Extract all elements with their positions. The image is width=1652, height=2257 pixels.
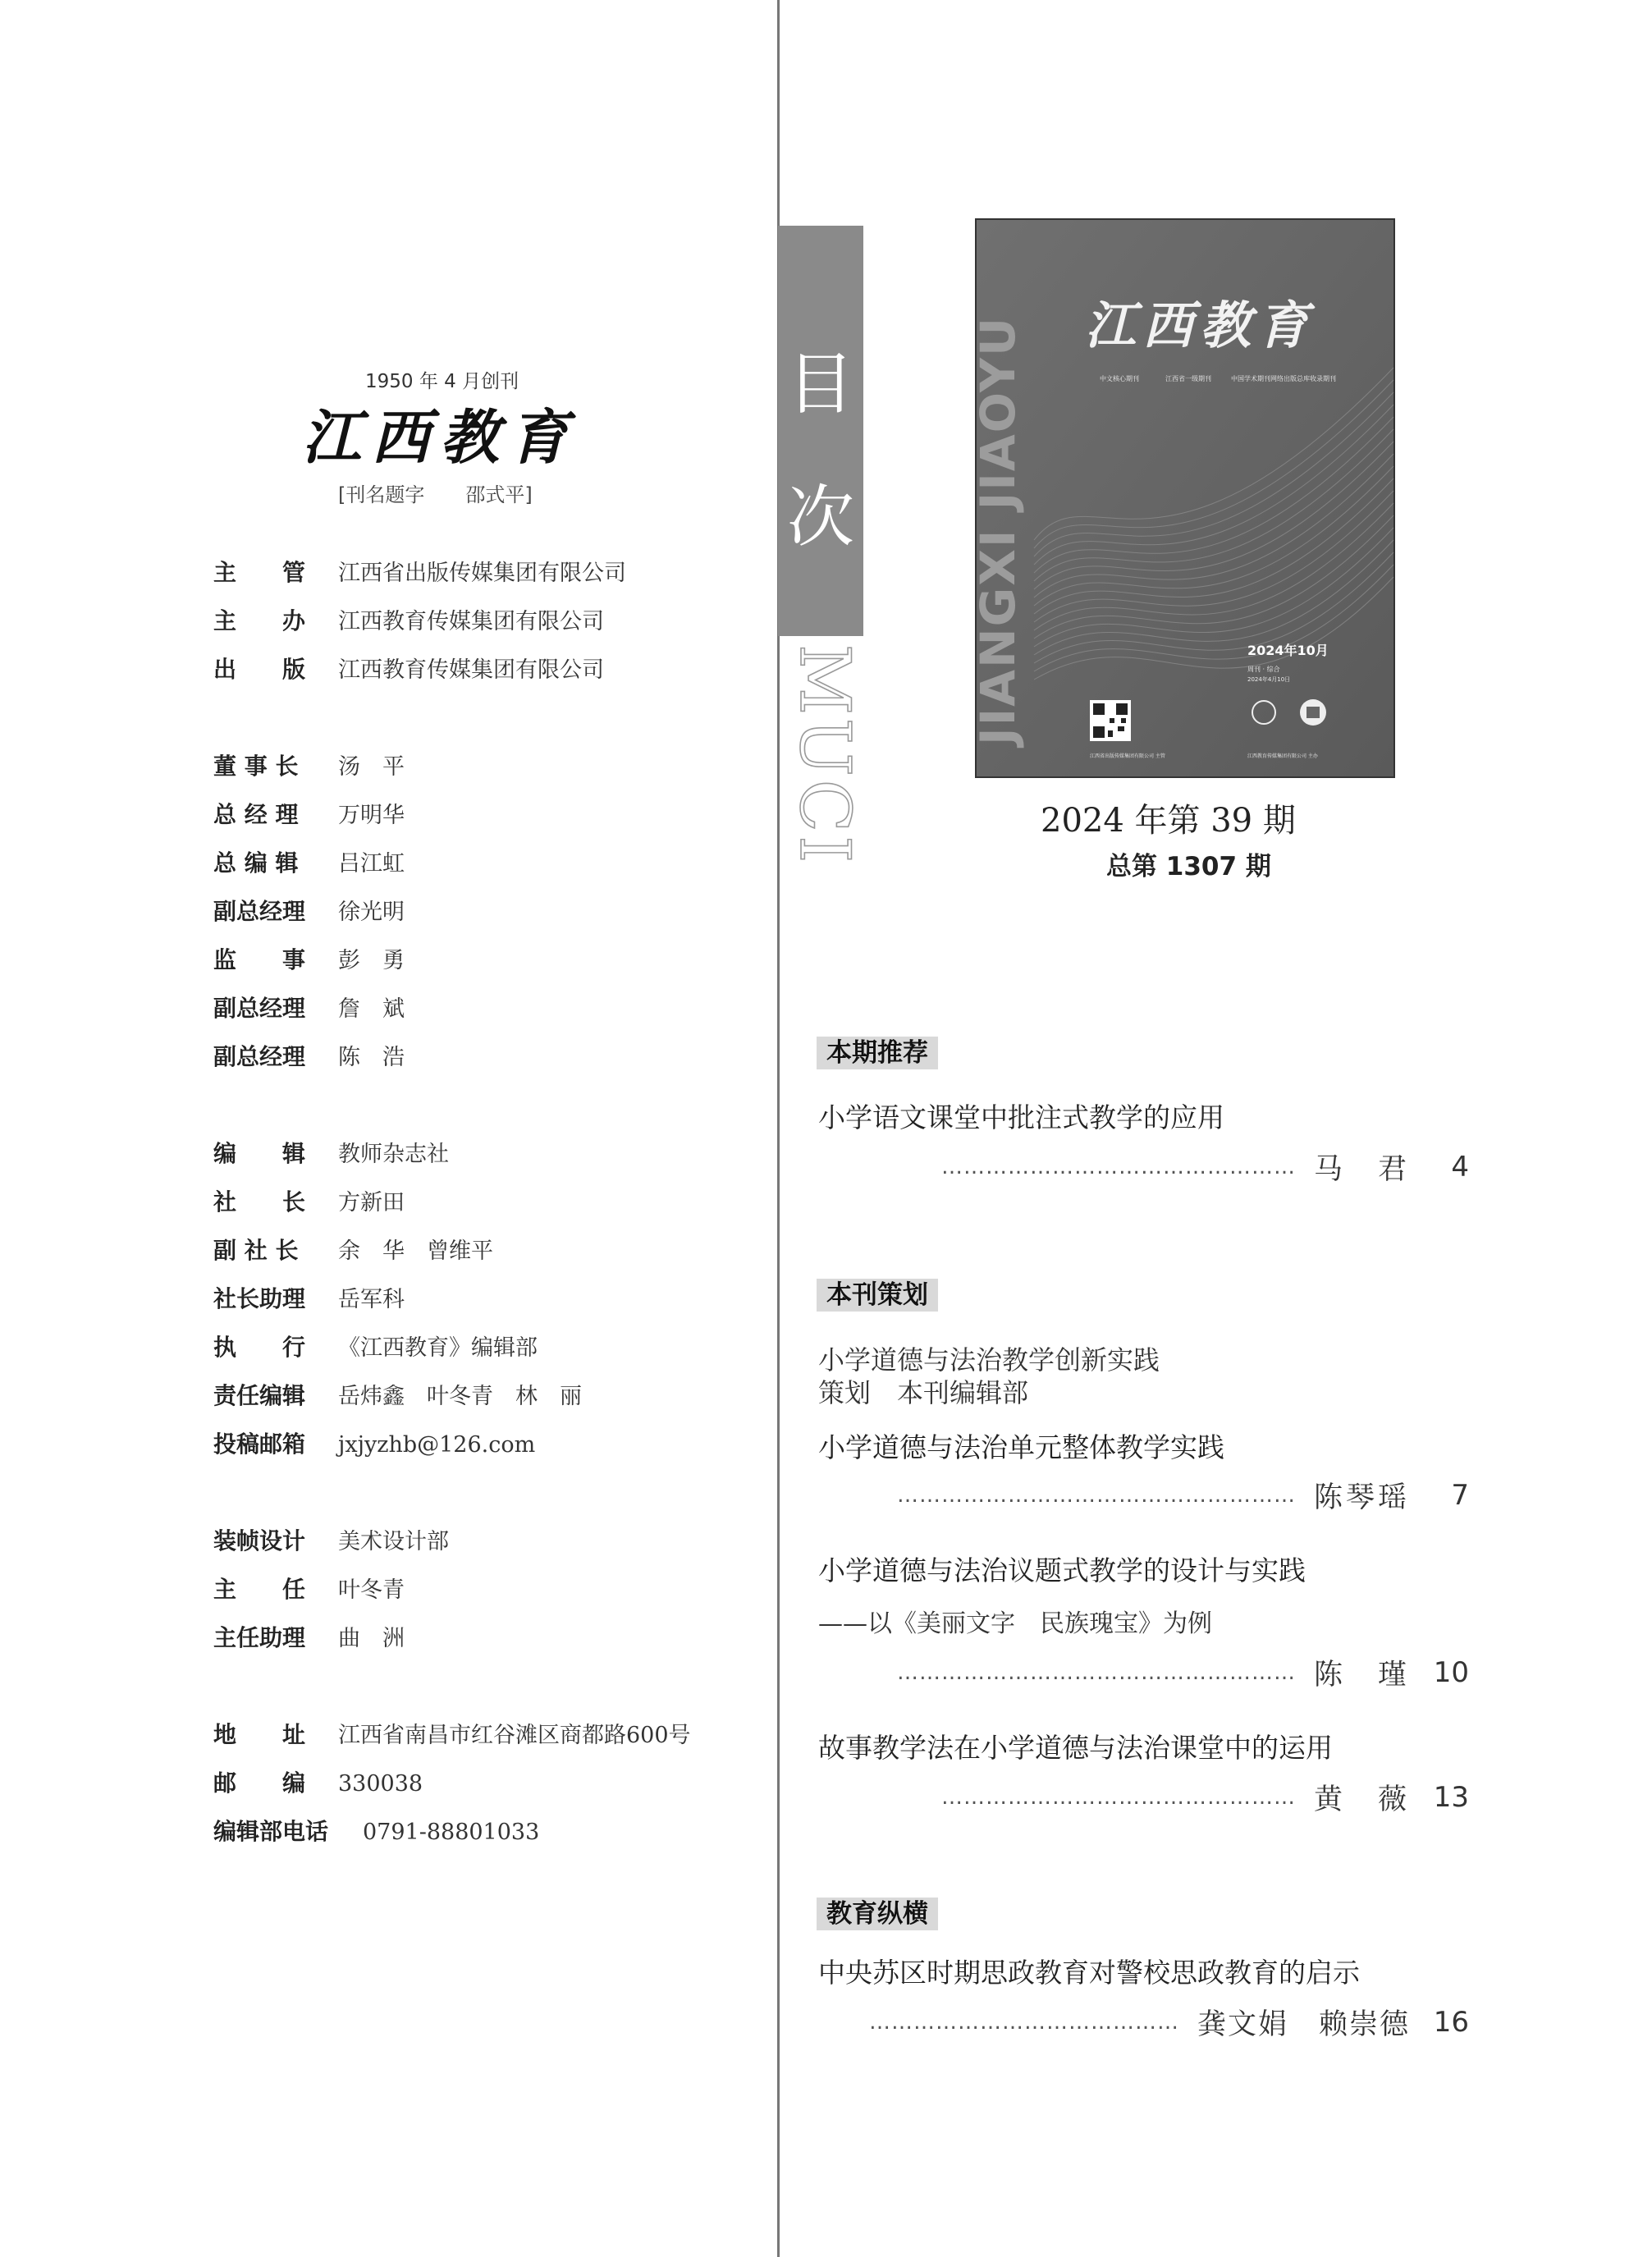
imprint-value: 0791-88801033: [363, 1820, 540, 1845]
imprint-row: [213, 1620, 691, 1669]
imprint-row: [213, 1136, 691, 1184]
imprint-label: 执 行: [213, 1334, 306, 1361]
issue-number: 2024 年第 39 期: [1041, 802, 1296, 840]
article-page[interactable]: 4: [1451, 1151, 1469, 1183]
imprint-label: 总 编 辑: [213, 849, 299, 877]
article-byline: [941, 1149, 1469, 1185]
imprint-label: 社 长: [213, 1188, 306, 1215]
imprint-value: 美术设计部: [338, 1529, 449, 1554]
founded-date: 1950 年 4 月创刊: [365, 371, 519, 392]
imprint-value: 曲 洲: [338, 1626, 405, 1651]
imprint-label: 编 辑: [213, 1140, 306, 1167]
imprint-row: [213, 991, 691, 1039]
imprint-value: 江西省出版传媒集团有限公司: [338, 561, 626, 586]
leader-dots: ……………………………………: [868, 2010, 1179, 2035]
imprint-row: [213, 797, 691, 845]
imprint-label: 社长助理: [213, 1285, 306, 1312]
imprint-gap: [213, 1087, 691, 1136]
imprint-row: [213, 845, 691, 894]
imprint-value: 叶冬青: [338, 1577, 405, 1603]
cover-spine-text: JIANGXI JIAOYU: [970, 315, 1026, 745]
imprint-value: 教师杂志社: [338, 1142, 449, 1167]
imprint-row: [213, 1378, 691, 1426]
muci-vertical-text: [778, 644, 863, 915]
imprint-gap: [213, 1475, 691, 1523]
imprint-label: 副总经理: [213, 898, 306, 925]
article-title[interactable]: 故事教学法在小学道德与法治课堂中的运用: [818, 1732, 1333, 1764]
imprint-row: [213, 1281, 691, 1330]
imprint-row: [213, 652, 691, 700]
imprint-label: 董 事 长: [213, 753, 299, 780]
cover-sub-2: 2024年4月10日: [1247, 676, 1291, 683]
imprint-label: 邮 编: [213, 1769, 306, 1797]
leader-dots: ………………………………………………: [896, 1660, 1296, 1685]
submission-email[interactable]: jxjyzhb@126.com: [338, 1432, 536, 1458]
inscription-author: 邵式平]: [465, 483, 533, 506]
imprint-label: 投稿邮箱: [213, 1431, 306, 1458]
section-label: 教育纵横: [817, 1898, 938, 1930]
imprint-row: [213, 1572, 691, 1620]
article-title[interactable]: 中央苏区时期思政教育对警校思政教育的启示: [818, 1957, 1360, 1989]
article-byline: [869, 2004, 1469, 2040]
article-author: 黄 薇: [1313, 1783, 1410, 1816]
article-author: 龚文娟 赖崇德: [1197, 2008, 1410, 2041]
imprint-label: 主 任: [213, 1576, 306, 1603]
logo-text: 江西教育: [302, 402, 579, 472]
article-subtitle: ——以《美丽文字 民族瑰宝》为例: [818, 1609, 1212, 1638]
imprint-gap: [213, 1669, 691, 1717]
cover-logo-text: 江西教育: [1085, 295, 1316, 355]
muci-text: MUCI: [785, 644, 865, 867]
imprint-value: 陈 浩: [338, 1045, 405, 1070]
magazine-logo-calligraphy: [302, 402, 579, 472]
imprint-row: [213, 1233, 691, 1281]
imprint-row: [213, 1523, 691, 1572]
leader-dots: …………………………………………: [940, 1155, 1296, 1179]
article-page[interactable]: 7: [1451, 1479, 1469, 1512]
cover-art: [970, 220, 1393, 776]
imprint-label: 责任编辑: [213, 1382, 306, 1409]
cover-date: 2024年10月: [1247, 643, 1329, 658]
leader-dots: …………………………………………: [940, 1785, 1296, 1810]
imprint-row: [213, 942, 691, 991]
imprint-value: 詹 斌: [338, 996, 405, 1022]
article-author: 陈琴瑶: [1313, 1481, 1410, 1514]
tab-char-ci: 次: [786, 478, 854, 556]
cover-badge-2: 江西省一级期刊: [1165, 375, 1211, 382]
imprint-row: [213, 1039, 691, 1087]
cover-publisher-right: 江西教育传媒集团有限公司 主办: [1247, 753, 1318, 759]
imprint-row: [213, 1765, 691, 1814]
imprint-label: 主任助理: [213, 1624, 306, 1651]
imprint-value: 岳炜鑫 叶冬青 林 丽: [338, 1384, 582, 1409]
tab-char-mu: 目: [786, 346, 854, 423]
imprint-value: 330038: [338, 1771, 423, 1797]
article-title[interactable]: 小学道德与法治议题式教学的设计与实践: [818, 1554, 1306, 1586]
imprint-row: [213, 603, 691, 652]
imprint-row: [213, 1814, 691, 1862]
imprint-label: 总 经 理: [213, 801, 299, 828]
article-byline: [897, 1655, 1469, 1691]
imprint-label: 主 管: [213, 559, 306, 586]
imprint-label: 出 版: [213, 656, 306, 683]
imprint-value: 余 华 曾维平: [338, 1238, 493, 1264]
imprint-row: [213, 1717, 691, 1765]
imprint-row: [213, 894, 691, 942]
cover-image: [970, 218, 1395, 778]
imprint-value: 吕江虹: [338, 851, 405, 877]
article-page[interactable]: 13: [1433, 1781, 1469, 1814]
imprint-gap: [213, 700, 691, 749]
feature-planner: 策划 本刊编辑部: [818, 1377, 1029, 1408]
total-issue-number: 总第 1307 期: [1106, 852, 1271, 881]
cover-sub-1: 周刊 · 综合: [1247, 666, 1280, 673]
article-byline: [897, 1477, 1469, 1513]
article-author: 陈 瑾: [1313, 1659, 1410, 1692]
imprint-value: 汤 平: [338, 754, 405, 780]
imprint-label: 副总经理: [213, 995, 306, 1022]
article-title[interactable]: 小学语文课堂中批注式教学的应用: [818, 1101, 1224, 1133]
imprint-label: 主 办: [213, 607, 306, 634]
imprint-value: 江西教育传媒集团有限公司: [338, 657, 604, 683]
imprint-value: 徐光明: [338, 900, 405, 925]
qr-code-icon: [1090, 700, 1131, 741]
article-page[interactable]: 16: [1433, 2006, 1469, 2039]
contents-tab: [778, 226, 863, 636]
imprint-value: 《江西教育》编辑部: [338, 1335, 538, 1361]
title-inscription: [338, 478, 533, 507]
cover-badge-1: 中文核心期刊: [1100, 375, 1139, 382]
imprint-label: 编辑部电话: [213, 1818, 329, 1845]
imprint-row: [213, 749, 691, 797]
imprint-label: 地 址: [213, 1721, 306, 1748]
section-label: 本期推荐: [817, 1037, 938, 1069]
imprint-label: 副总经理: [213, 1043, 306, 1070]
cover-publisher-left: 江西省出版传媒集团有限公司 主管: [1090, 753, 1165, 759]
imprint-row: [213, 1184, 691, 1233]
imprint-label: 监 事: [213, 946, 306, 973]
imprint-list: [213, 555, 691, 1862]
article-byline: [941, 1779, 1469, 1815]
leader-dots: ………………………………………………: [896, 1483, 1296, 1508]
imprint-value: 岳军科: [338, 1287, 405, 1312]
cover-badge-3: 中国学术期刊网络出版总库收录期刊: [1231, 375, 1336, 382]
article-author: 马 君: [1313, 1153, 1410, 1186]
imprint-value: 彭 勇: [338, 948, 405, 973]
imprint-value: 江西省南昌市红谷滩区商都路600号: [338, 1723, 691, 1748]
article-page[interactable]: 10: [1433, 1656, 1469, 1689]
imprint-value: 江西教育传媒集团有限公司: [338, 609, 604, 634]
imprint-label: 装帧设计: [213, 1527, 306, 1554]
imprint-label: 副 社 长: [213, 1237, 299, 1264]
imprint-row: [213, 1426, 691, 1475]
section-label: 本刊策划: [817, 1279, 938, 1312]
imprint-row: [213, 555, 691, 603]
feature-title: 小学道德与法治教学创新实践: [818, 1344, 1160, 1376]
inscription-label: [刊名题字: [338, 483, 425, 506]
imprint-value: 万明华: [338, 803, 405, 828]
imprint-row: [213, 1330, 691, 1378]
article-title[interactable]: 小学道德与法治单元整体教学实践: [818, 1431, 1224, 1463]
imprint-value: 方新田: [338, 1190, 405, 1215]
